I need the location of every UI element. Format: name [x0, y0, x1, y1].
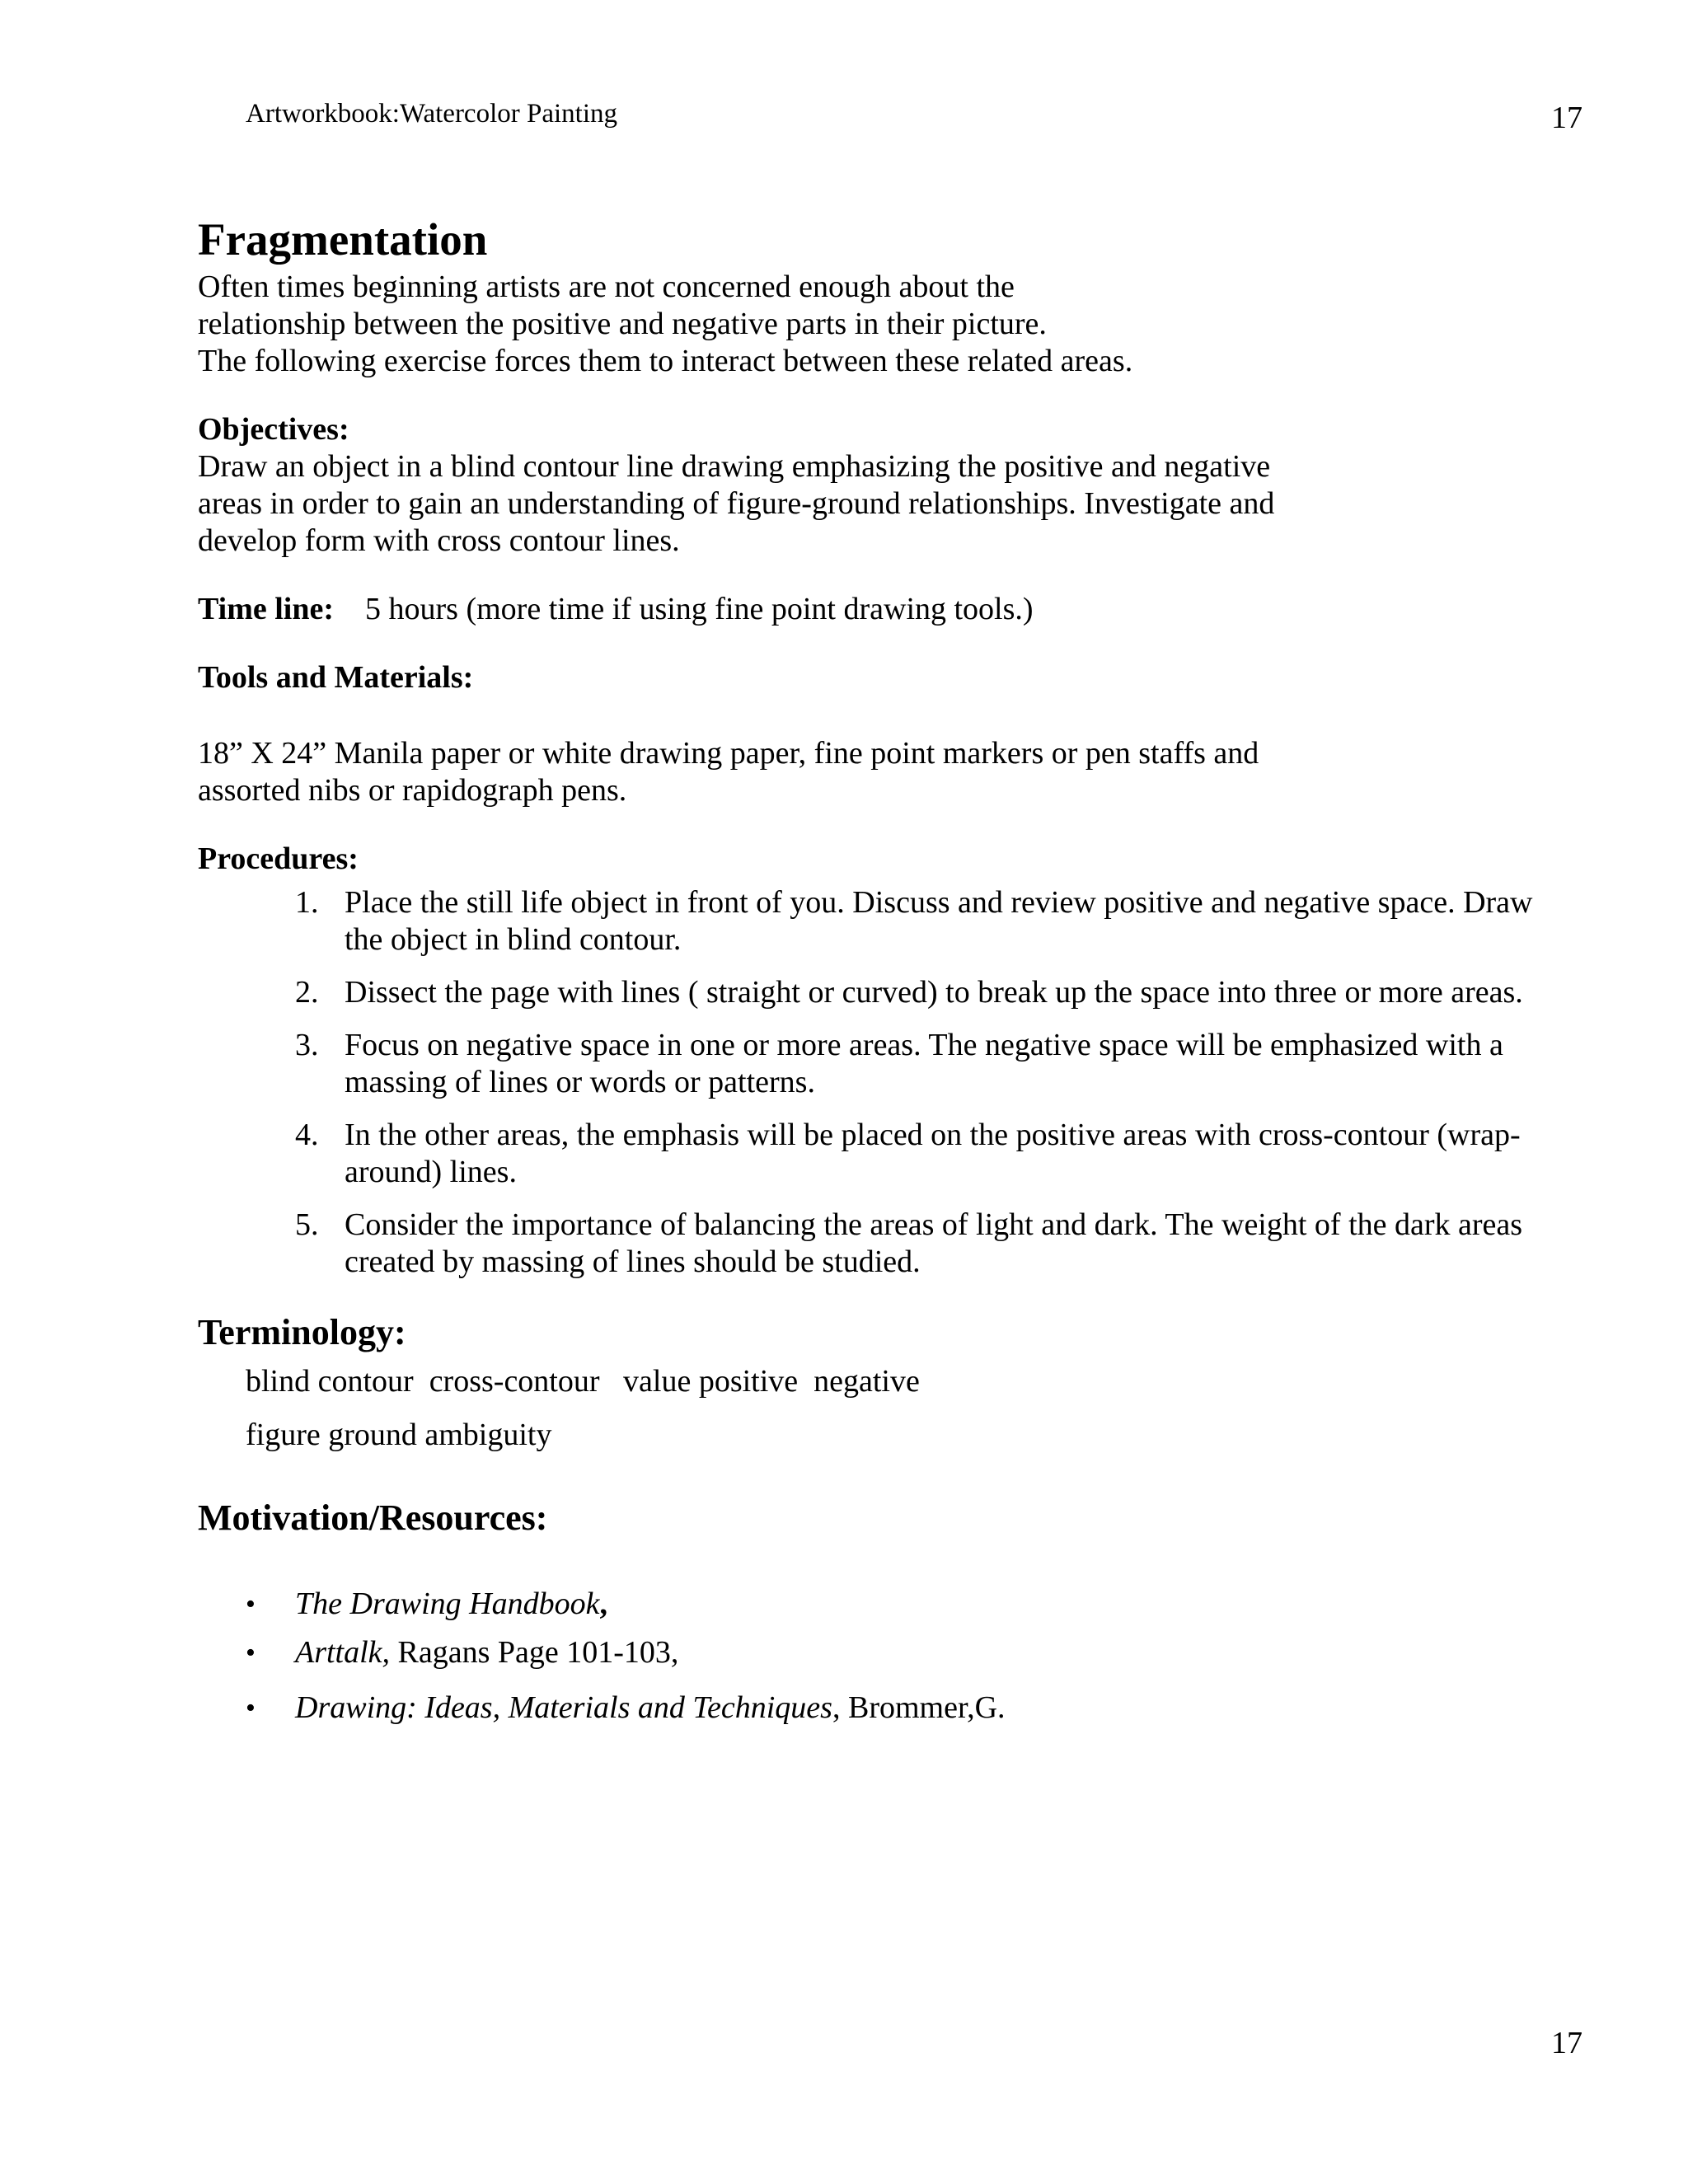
procedure-step [295, 1117, 1599, 1191]
terms-row: figure ground ambiguity [246, 1418, 552, 1452]
timeline-label: Time line: [198, 592, 335, 626]
step-line: massing of lines or words or patterns. [345, 1065, 815, 1099]
resource-item [246, 1690, 1599, 1727]
step-number: 3. [295, 1028, 319, 1062]
tools-line: assorted nibs or rapidograph pens. [198, 773, 627, 808]
tools-line: 18” X 24” Manila paper or white drawing paper, fine point markers or pen staffs and [198, 736, 1259, 771]
resource-item [246, 1634, 1599, 1671]
resource-details: Ragans Page 101-103, [390, 1635, 679, 1670]
page-title: Fragmentation [198, 214, 488, 265]
page-number-top: 17 [1551, 101, 1582, 135]
procedures-label: Procedures: [198, 841, 359, 876]
step-number: 2. [295, 975, 319, 1010]
main-content [198, 211, 1599, 1738]
intro-line: Often times beginning artists are not concerned enough about the [198, 269, 1015, 304]
procedure-step [295, 1207, 1599, 1281]
resources-list [198, 1586, 1599, 1727]
objectives-line: areas in order to gain an understanding of figure-ground relationships. Investigate and [198, 486, 1275, 521]
procedure-step [295, 1027, 1599, 1101]
procedures-section [198, 841, 1599, 1281]
tools-text [198, 735, 1599, 809]
bullet-icon: • [246, 1589, 256, 1619]
terminology-section [198, 1310, 1599, 1454]
step-line: In the other areas, the emphasis will be placed on the positive areas with cross-contour (wrap- [345, 1118, 1521, 1152]
tools-label: Tools and Materials: [198, 660, 474, 695]
resource-details: , Brommer,G. [832, 1690, 1006, 1725]
terminology-heading: Terminology: [198, 1312, 406, 1352]
intro-line: relationship between the positive and negative parts in their picture. [198, 307, 1047, 341]
resource-title: Drawing: Ideas, Materials and Techniques [295, 1690, 832, 1725]
motivation-heading: Motivation/Resources: [198, 1497, 548, 1538]
objectives-line: develop form with cross contour lines. [198, 523, 680, 558]
timeline-spacer [342, 592, 358, 626]
running-header: Artworkbook:Watercolor Painting [246, 99, 617, 129]
page-number-bottom: 17 [1551, 2026, 1582, 2060]
resource-item [246, 1586, 1599, 1623]
procedure-step [295, 884, 1599, 958]
resource-title: Arttalk, [295, 1635, 391, 1670]
procedures-list [198, 884, 1599, 1281]
bullet-icon: • [246, 1693, 256, 1723]
step-number: 1. [295, 885, 319, 920]
step-line: around) lines. [345, 1155, 517, 1189]
bullet-icon: • [246, 1638, 256, 1668]
step-line: the object in blind contour. [345, 922, 682, 957]
objectives-section [198, 411, 1599, 560]
step-number: 5. [295, 1207, 319, 1242]
intro-paragraph [198, 269, 1599, 380]
resource-title: The Drawing Handbook [295, 1586, 600, 1621]
step-line: created by massing of lines should be studied. [345, 1244, 921, 1279]
step-number: 4. [295, 1118, 319, 1152]
motivation-section [198, 1495, 1599, 1727]
procedure-step [295, 974, 1599, 1011]
objectives-label: Objectives: [198, 412, 349, 447]
terminology-terms [198, 1363, 1599, 1454]
objectives-line: Draw an object in a blind contour line drawing emphasizing the positive and negative [198, 449, 1271, 484]
step-line: Dissect the page with lines ( straight or curved) to break up the space into three or more areas. [345, 975, 1523, 1010]
step-line: Focus on negative space in one or more areas. The negative space will be emphasized with a [345, 1028, 1503, 1062]
resource-suffix: , [599, 1586, 607, 1621]
timeline-section [198, 591, 1599, 628]
intro-line: The following exercise forces them to interact between these related areas. [198, 344, 1133, 378]
step-line: Consider the importance of balancing the areas of light and dark. The weight of the dark areas [345, 1207, 1523, 1242]
timeline-text: 5 hours (more time if using fine point drawing tools.) [365, 592, 1034, 626]
step-line: Place the still life object in front of you. Discuss and review positive and negative space. Draw [345, 885, 1533, 920]
terms-row: blind contour cross-contour value positive negative [246, 1364, 920, 1399]
